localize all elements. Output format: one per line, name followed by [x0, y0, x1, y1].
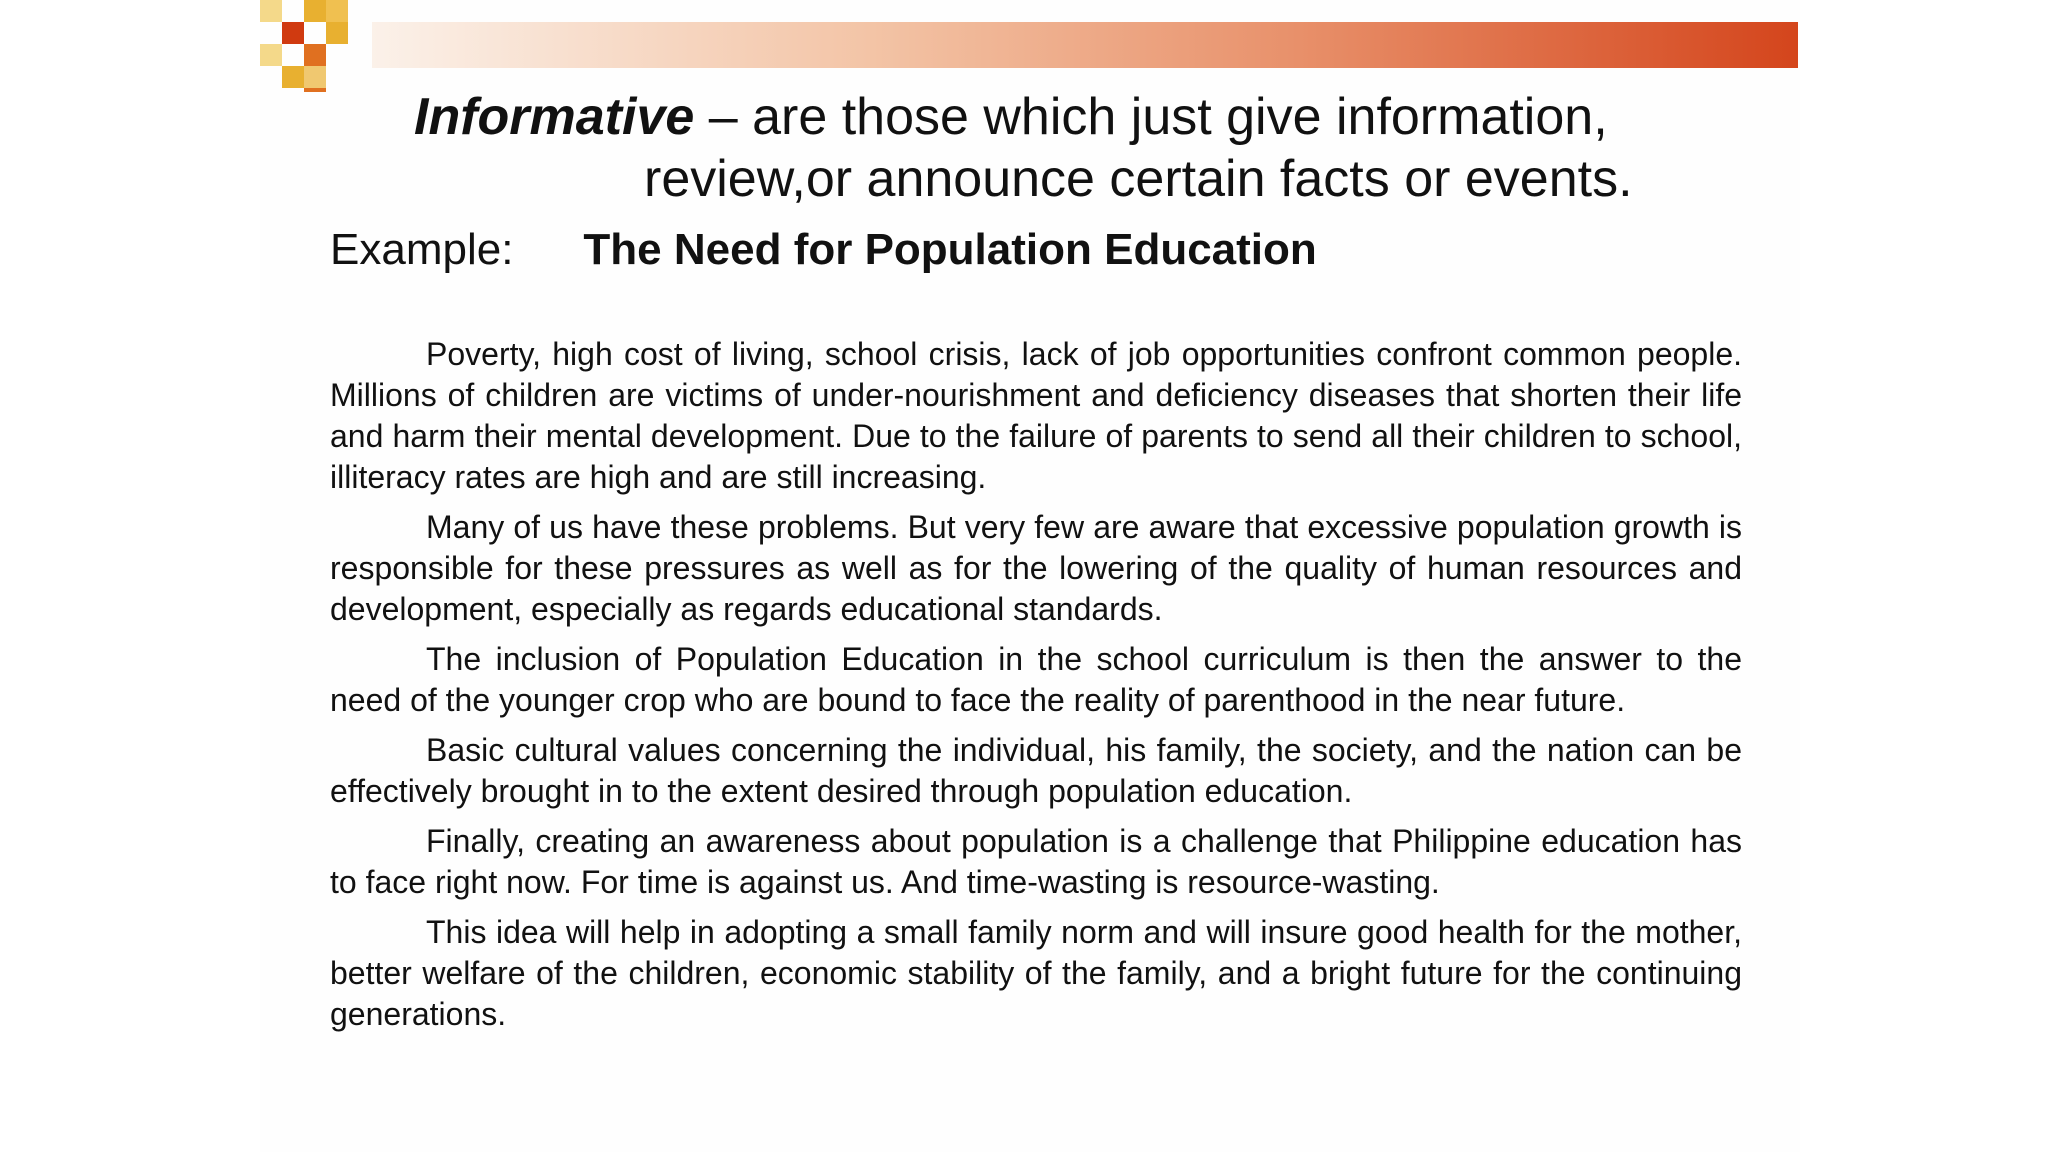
slide-heading — [414, 86, 1714, 210]
heading-line1: – are those which just give information, — [694, 88, 1608, 146]
logo-square — [304, 0, 326, 22]
logo-square — [260, 44, 282, 66]
logo-square — [326, 0, 348, 22]
logo-square — [260, 0, 282, 22]
logo-square — [304, 88, 326, 92]
heading-line2: review,or announce certain facts or events. — [644, 150, 1633, 208]
title-gradient-bar — [372, 22, 1798, 68]
body-paragraph: This idea will help in adopting a small family norm and will insure good health for the mother, better welfare of the children, economic stability of the family, and a bright future for the continuing generations. — [330, 914, 1742, 1032]
body-paragraph: Many of us have these problems. But very few are aware that excessive population growth is responsible for these pressures as well as for the lowering of the quality of human resources and development, especially as regards educational standards. — [330, 509, 1742, 627]
example-line — [330, 222, 1317, 278]
example-label: Example: — [330, 225, 514, 274]
logo-square — [282, 22, 304, 44]
logo-square — [304, 66, 326, 88]
logo-square — [326, 22, 348, 44]
body-paragraph: Poverty, high cost of living, school crisis, lack of job opportunities confront common people. Millions of children are victims of under-nourishment and deficiency diseases that shorten their life and harm their mental development. Due to the failure of parents to send all their children to school, illiteracy rates are high and are still increasing. — [330, 336, 1742, 495]
heading-term: Informative — [414, 88, 695, 146]
checker-logo-icon — [260, 0, 372, 92]
body-paragraph: Finally, creating an awareness about population is a challenge that Philippine education has to face right now. For time is against us. And time-wasting is resource-wasting. — [330, 823, 1742, 900]
example-title: The Need for Population Education — [583, 225, 1317, 274]
example-body — [330, 334, 1742, 1044]
logo-square — [304, 44, 326, 66]
body-paragraph: The inclusion of Population Education in the school curriculum is then the answer to the need of the younger crop who are bound to face the reality of parenthood in the near future. — [330, 641, 1742, 718]
body-paragraph: Basic cultural values concerning the individual, his family, the society, and the nation can be effectively brought in to the extent desired through population education. — [330, 732, 1742, 809]
logo-square — [282, 66, 304, 88]
